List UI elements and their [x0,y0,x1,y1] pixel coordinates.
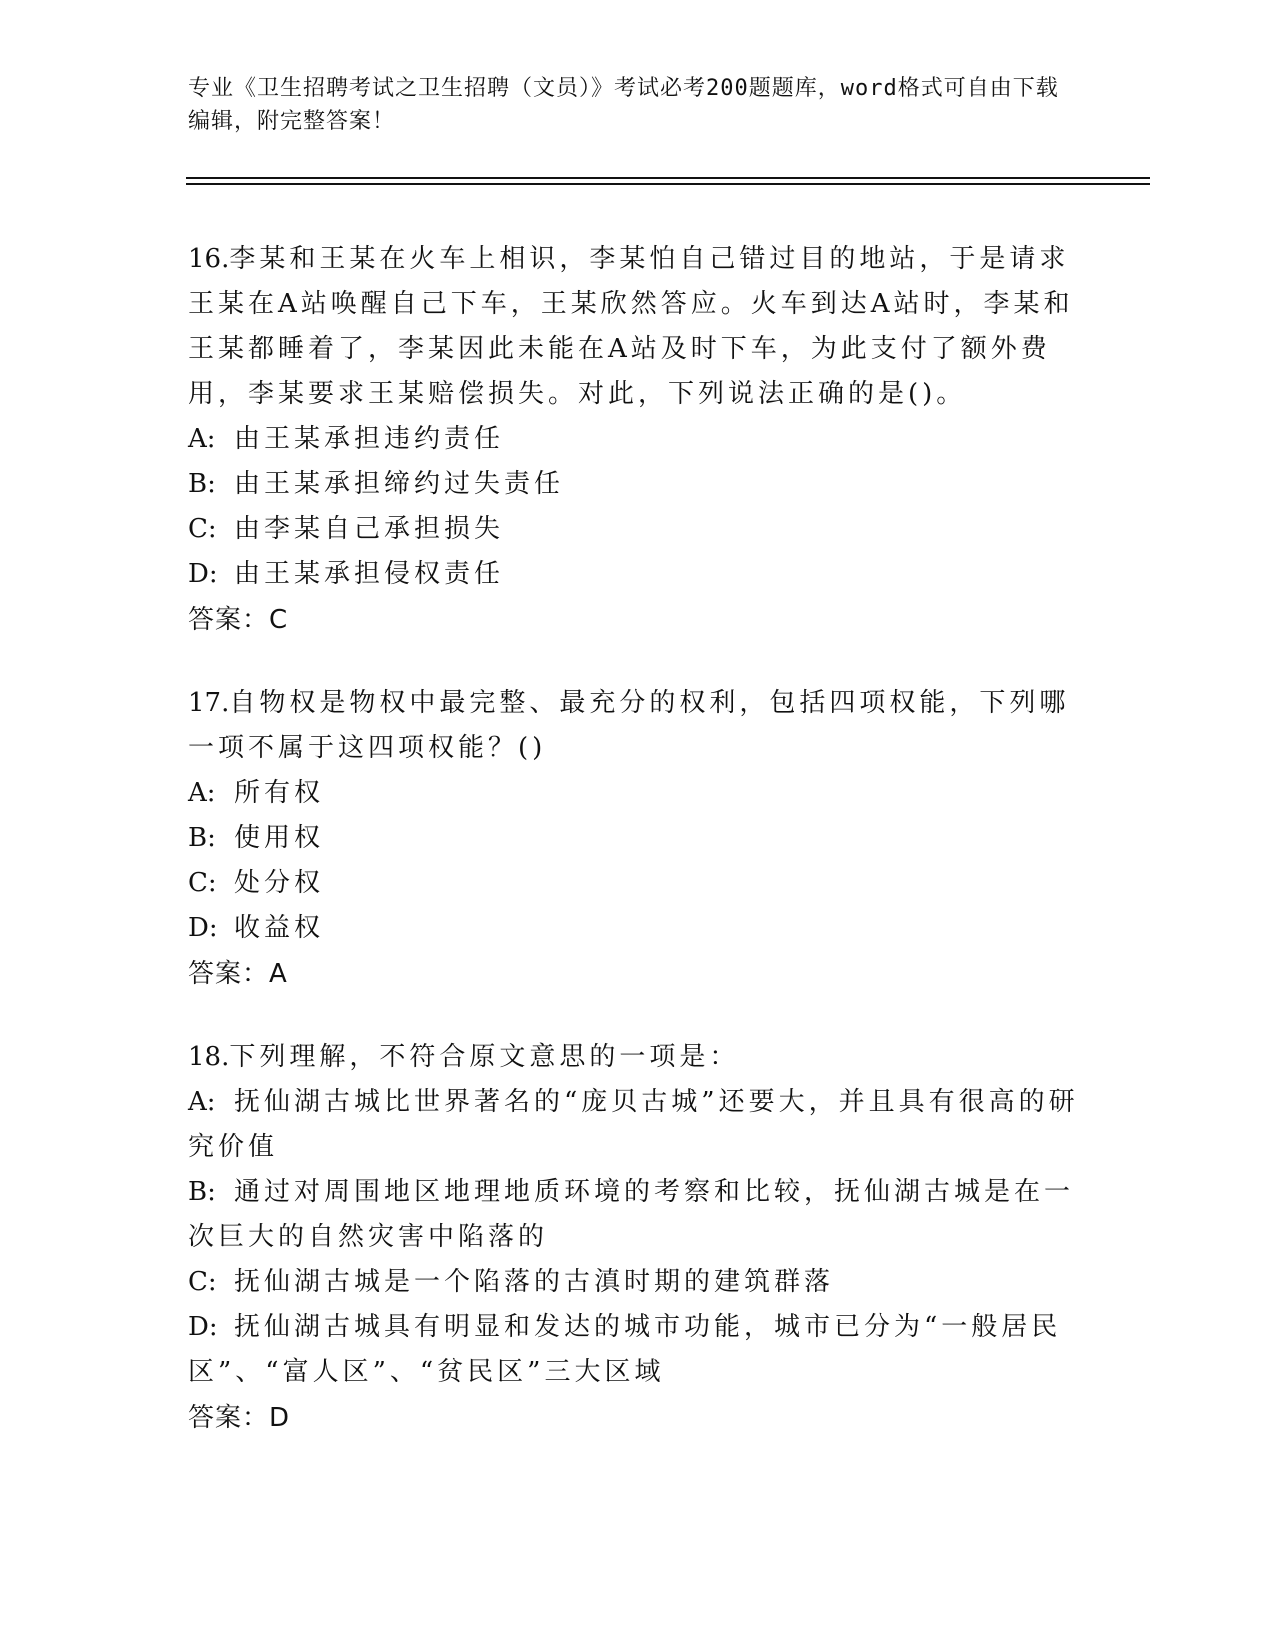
question-17 [188,681,1088,997]
option-d [188,1305,1088,1395]
option-text: 收益权 [234,913,325,943]
header-divider-bottom [186,183,1150,185]
document-header [188,72,1068,138]
option-text: 抚仙湖古城具有明显和发达的城市功能，城市已分为“一般居民区”、“富人区”、“贫民区”三大区域 [188,1312,1062,1387]
question-number: 18. [188,1042,230,1072]
option-d [188,906,1088,951]
question-18 [188,1035,1088,1441]
option-letter: B: [188,1177,216,1207]
question-stem [188,681,1088,771]
option-a [188,1080,1088,1170]
header-text: 专业《卫生招聘考试之卫生招聘（文员）》考试必考200题题库，word格式可自由下载编辑，附完整答案！ [188,76,1059,134]
option-letter: C: [188,514,217,544]
question-stem [188,1035,1088,1080]
question-text: 下列理解，不符合原文意思的一项是： [229,1042,740,1072]
option-c [188,507,1088,552]
option-text: 抚仙湖古城是一个陷落的古滇时期的建筑群落 [234,1267,835,1297]
option-letter: D: [188,913,218,943]
answer-line [188,597,1088,643]
option-text: 由王某承担缔约过失责任 [234,469,565,499]
option-letter: C: [188,868,217,898]
option-c [188,861,1088,906]
option-c [188,1260,1088,1305]
option-letter: D: [188,1312,218,1342]
question-list [188,237,1088,1479]
option-text: 使用权 [234,823,325,853]
answer-line [188,951,1088,997]
answer-value: A [269,959,288,989]
question-16 [188,237,1088,643]
option-letter: A: [188,778,216,808]
option-letter: B: [188,469,216,499]
answer-value: D [269,1403,291,1433]
option-text: 由李某自己承担损失 [234,514,505,544]
option-letter: D: [188,559,218,589]
option-text: 由王某承担侵权责任 [234,559,505,589]
option-d [188,552,1088,597]
question-number: 17. [188,688,230,718]
answer-value: C [269,605,289,635]
option-text: 通过对周围地区地理地质环境的考察和比较，抚仙湖古城是在一次巨大的自然灾害中陷落的 [188,1177,1075,1252]
option-text: 由王某承担违约责任 [234,424,505,454]
answer-label: 答案： [188,605,270,635]
option-a [188,771,1088,816]
answer-line [188,1395,1088,1441]
header-divider-top [186,177,1150,179]
question-text: 自物权是物权中最完整、最充分的权利，包括四项权能，下列哪一项不属于这四项权能？() [188,688,1070,763]
question-stem [188,237,1088,417]
option-b [188,1170,1088,1260]
answer-label: 答案： [188,1403,270,1433]
question-text: 李某和王某在火车上相识，李某怕自己错过目的地站，于是请求王某在A站唤醒自己下车，王某欣然答应。火车到达A站时，李某和王某都睡着了，李某因此未能在A站及时下车，为此支付了额外费用，李某要求王某赔偿损失。对此，下列说法正确的是()。 [188,244,1074,409]
option-text: 所有权 [234,778,325,808]
option-b [188,816,1088,861]
option-a [188,417,1088,462]
question-number: 16. [188,244,230,274]
option-text: 处分权 [234,868,325,898]
option-letter: A: [188,1087,216,1117]
option-letter: C: [188,1267,217,1297]
option-text: 抚仙湖古城比世界著名的“庞贝古城”还要大，并且具有很高的研究价值 [188,1087,1079,1162]
answer-label: 答案： [188,959,270,989]
option-letter: B: [188,823,216,853]
option-letter: A: [188,424,216,454]
option-b [188,462,1088,507]
